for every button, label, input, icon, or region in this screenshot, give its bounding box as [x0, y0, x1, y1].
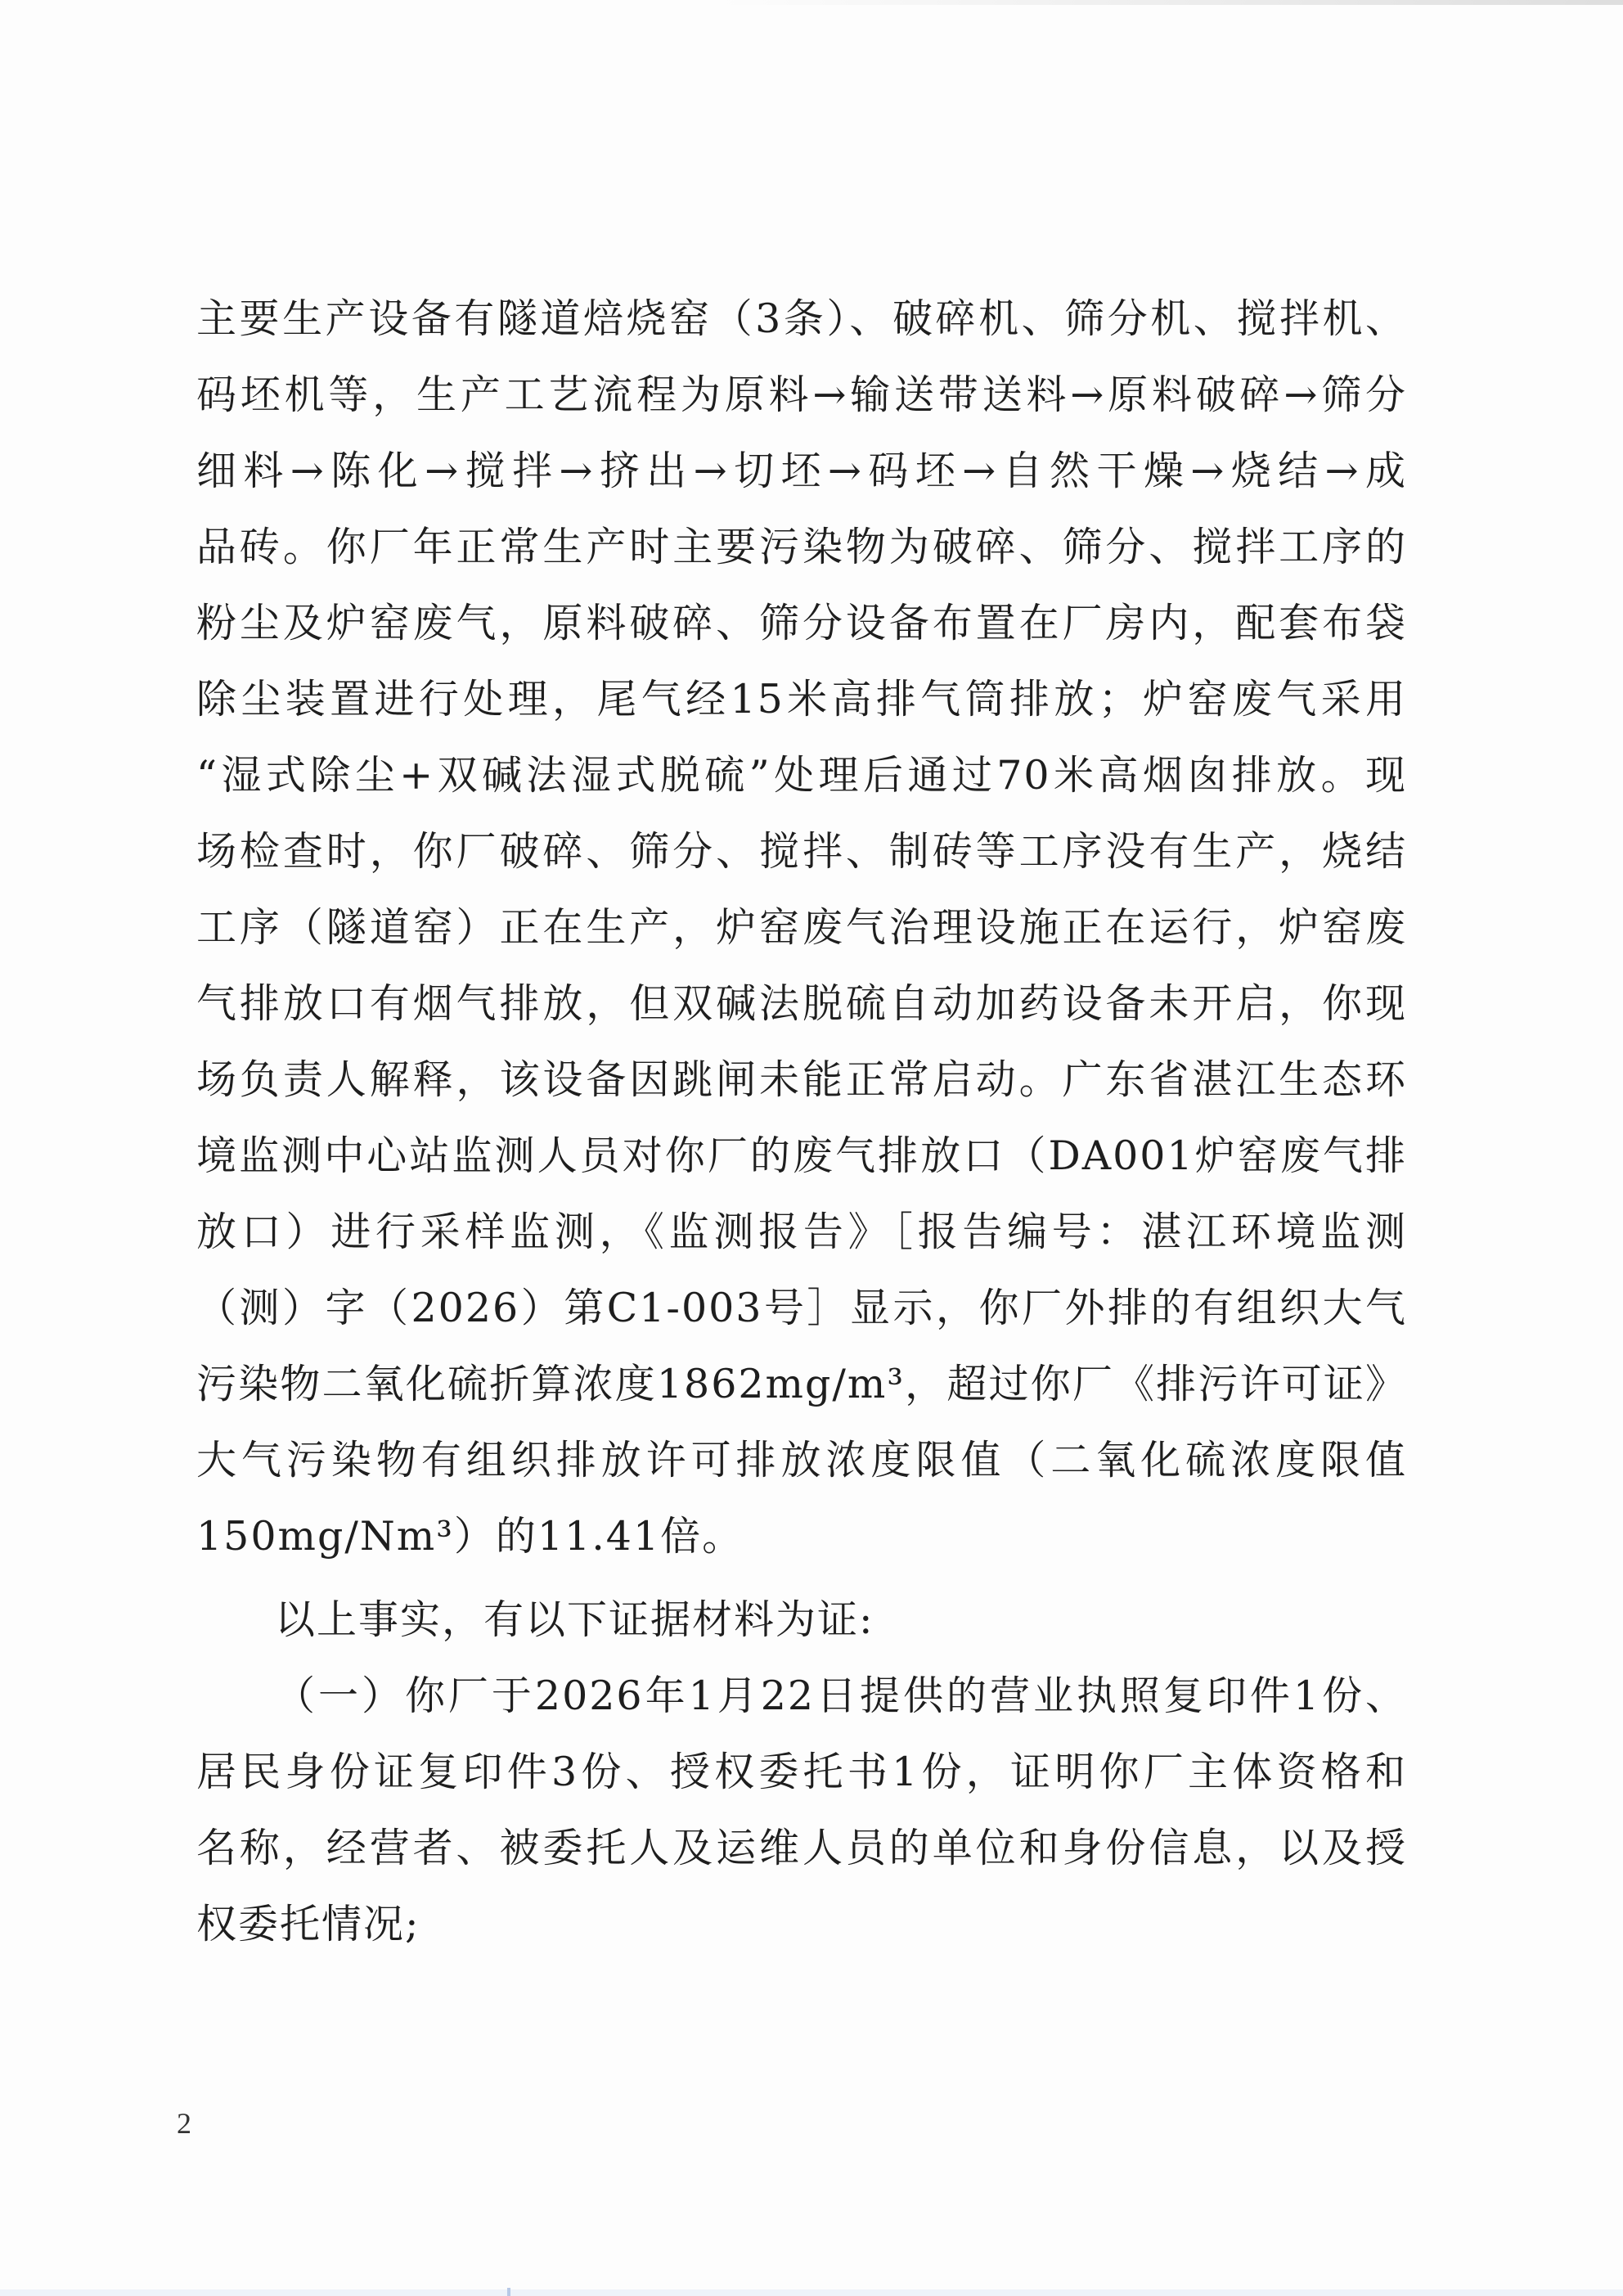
body-text-line: 码坯机等，生产工艺流程为原料→输送带送料→原料破碎→筛分 — [196, 371, 1407, 418]
body-text-line: 细料→陈化→搅拌→挤出→切坯→码坯→自然干燥→烧结→成 — [196, 448, 1407, 494]
body-text-line: 粉尘及炉窑废气，原料破碎、筛分设备布置在厂房内，配套布袋 — [196, 600, 1407, 646]
page-number: 2 — [177, 2107, 191, 2140]
body-text-line: 境监测中心站监测人员对你厂的废气排放口（DA001炉窑废气排 — [196, 1132, 1407, 1179]
body-text-line: 除尘装置进行处理，尾气经15米高排气筒排放；炉窑废气采用 — [196, 676, 1407, 723]
body-text-line: 品砖。你厂年正常生产时主要污染物为破碎、筛分、搅拌工序的 — [196, 524, 1407, 570]
body-text-line: 放口）进行采样监测，《监测报告》［报告编号：湛江环境监测 — [196, 1209, 1407, 1255]
body-text-line: 场负责人解释，该设备因跳闸未能正常启动。广东省湛江生态环 — [196, 1056, 1407, 1103]
scan-edge-top — [720, 0, 1623, 5]
body-text-line: 权委托情况; — [196, 1901, 420, 1947]
body-text-line: 名称，经营者、被委托人及运维人员的单位和身份信息，以及授 — [196, 1825, 1407, 1871]
body-text-line: 场检查时，你厂破碎、筛分、搅拌、制砖等工序没有生产，烧结 — [196, 828, 1407, 875]
body-text-line: 150mg/Nm³）的11.41倍。 — [196, 1513, 744, 1560]
body-text-line: 工序（隧道窑）正在生产，炉窑废气治理设施正在运行，炉窑废 — [196, 904, 1407, 951]
paragraph-start-line: （一）你厂于2026年1月22日提供的营业执照复印件1份、 — [275, 1672, 1407, 1719]
body-text-line: （测）字（2026）第C1-003号］显示，你厂外排的有组织大气 — [196, 1285, 1407, 1331]
body-text-line: 居民身份证复印件3份、授权委托书1份，证明你厂主体资格和 — [196, 1749, 1407, 1795]
body-text-line: 污染物二氧化硫折算浓度1862mg/m³，超过你厂《排污许可证》 — [196, 1361, 1407, 1407]
body-text-line: 大气污染物有组织排放许可排放浓度限值（二氧化硫浓度限值 — [196, 1437, 1407, 1483]
paragraph-start-line: 以上事实，有以下证据材料为证: — [275, 1596, 874, 1643]
body-text-line: 气排放口有烟气排放，但双碱法脱硫自动加药设备未开启，你现 — [196, 980, 1407, 1027]
body-text-line: 主要生产设备有隧道焙烧窑（3条）、破碎机、筛分机、搅拌机、 — [196, 295, 1407, 342]
scan-mark — [507, 2288, 510, 2296]
scan-edge-bottom — [0, 2289, 1623, 2296]
body-text-line: “湿式除尘+双碱法湿式脱硫”处理后通过70米高烟囱排放。现 — [196, 752, 1407, 799]
